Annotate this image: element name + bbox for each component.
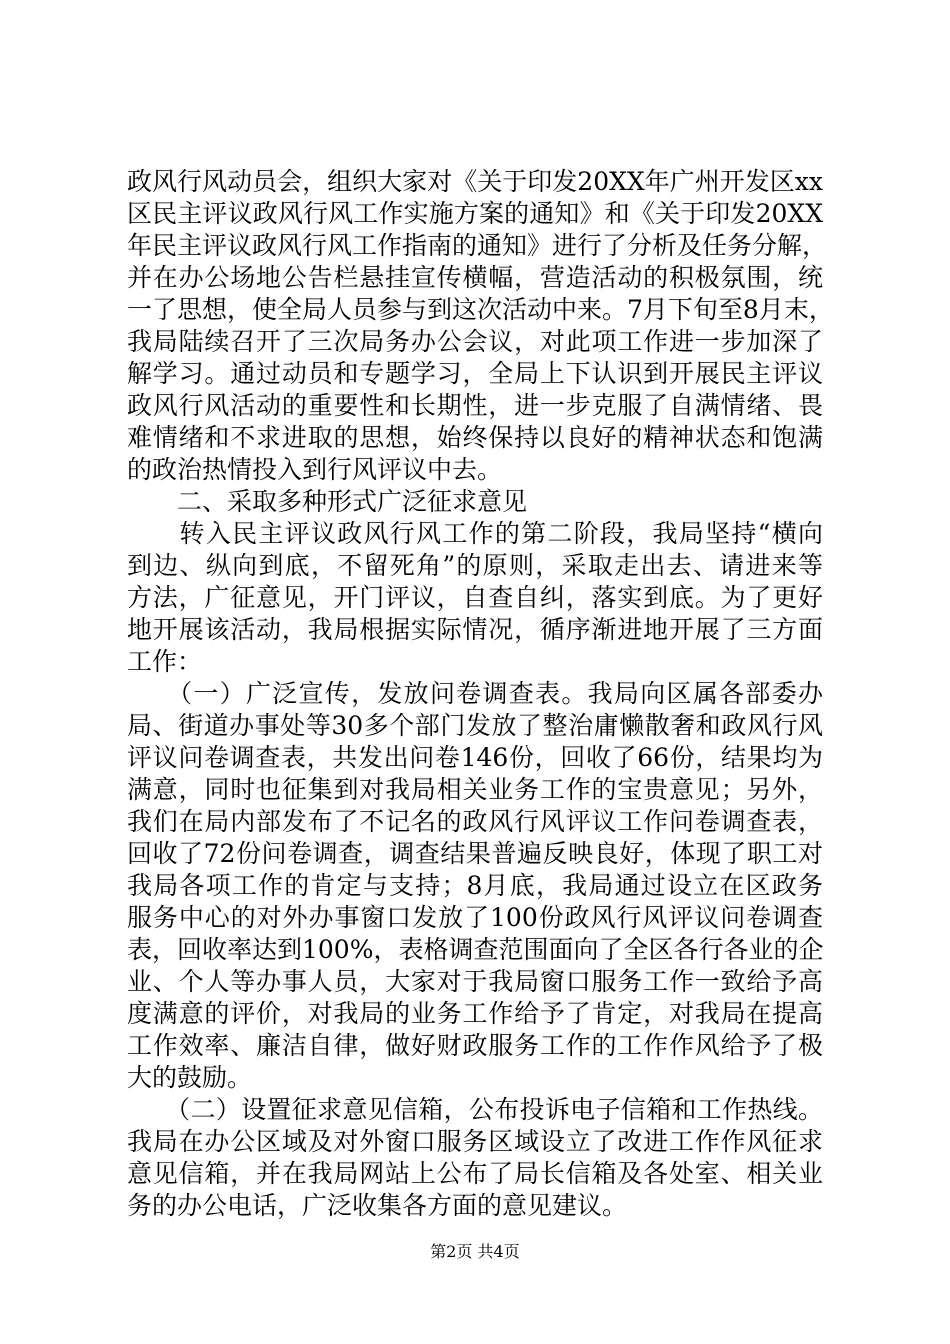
- text-line: 务的办公电话，广泛收集各方面的意见建议。: [127, 1191, 628, 1220]
- text-line: 到边、纵向到底，不留死角”的原则，采取走出去、请进来等: [127, 551, 823, 580]
- text-line: 大的鼓励。: [127, 1063, 253, 1092]
- text-line: 工作效率、廉洁自律，做好财政服务工作的工作作风给予了极: [127, 1031, 823, 1060]
- text-line: （二）设置征求意见信箱，公布投诉电子信箱和工作热线。: [127, 1095, 823, 1124]
- text-line: 政风行风动员会，组织大家对《关于印发20XX年广州开发区xx: [127, 167, 823, 196]
- text-line: 一了思想，使全局人员参与到这次活动中来。7月下旬至8月末，: [127, 295, 834, 324]
- text-line: 解学习。通过动员和专题学习，全局上下认识到开展民主评议: [127, 359, 823, 388]
- text-line: 地开展该活动，我局根据实际情况，循序渐进地开展了三方面: [127, 615, 823, 644]
- page-footer: 第2页 共4页: [430, 1242, 520, 1261]
- text-line: 政风行风活动的重要性和长期性，进一步克服了自满情绪、畏: [127, 391, 823, 420]
- text-line: 意见信箱，并在我局网站上公布了局长信箱及各处室、相关业: [127, 1159, 823, 1188]
- text-line: （一）广泛宣传，发放问卷调查表。我局向区属各部委办: [127, 679, 823, 708]
- document-body: [127, 166, 834, 1222]
- text-line: 我局各项工作的肯定与支持；8月底，我局通过设立在区政务: [127, 871, 823, 900]
- text-line: 二、采取多种形式广泛征求意见: [127, 487, 528, 516]
- text-line: 我局在办公区域及对外窗口服务区域设立了改进工作作风征求: [127, 1127, 823, 1156]
- text-line: 我局陆续召开了三次局务办公会议，对此项工作进一步加深了: [127, 327, 823, 356]
- text-line: 业、个人等办事人员，大家对于我局窗口服务工作一致给予高: [127, 967, 823, 996]
- text-line: 表，回收率达到100%，表格调查范围面向了全区各行各业的企: [127, 935, 824, 964]
- text-line: 并在办公场地公告栏悬挂宣传横幅，营造活动的积极氛围，统: [127, 263, 823, 292]
- text-line: 年民主评议政风行风工作指南的通知》进行了分析及任务分解，: [127, 231, 828, 260]
- text-line: 的政治热情投入到行风评议中去。: [127, 455, 503, 484]
- text-line: 回收了72份问卷调查，调查结果普遍反映良好，体现了职工对: [127, 839, 823, 868]
- text-line: 方法，广征意见，开门评议，自查自纠，落实到底。为了更好: [127, 583, 823, 612]
- text-line: 评议问卷调查表，共发出问卷146份，回收了66份，结果均为: [127, 743, 823, 772]
- text-line: 难情绪和不求进取的思想，始终保持以良好的精神状态和饱满: [127, 423, 823, 452]
- text-line: 区民主评议政风行风工作实施方案的通知》和《关于印发20XX: [127, 199, 823, 228]
- text-line: 度满意的评价，对我局的业务工作给予了肯定，对我局在提高: [127, 999, 823, 1028]
- text-line: 工作：: [127, 647, 203, 676]
- text-line: 满意，同时也征集到对我局相关业务工作的宝贵意见；另外，: [127, 775, 823, 804]
- text-line: 服务中心的对外办事窗口发放了100份政风行风评议问卷调查: [127, 903, 823, 932]
- text-line: 我们在局内部发布了不记名的政风行风评议工作问卷调查表，: [127, 807, 823, 836]
- text-line: 局、街道办事处等30多个部门发放了整治庸懒散奢和政风行风: [127, 711, 823, 740]
- text-line: 转入民主评议政风行风工作的第二阶段，我局坚持“横向: [127, 519, 823, 548]
